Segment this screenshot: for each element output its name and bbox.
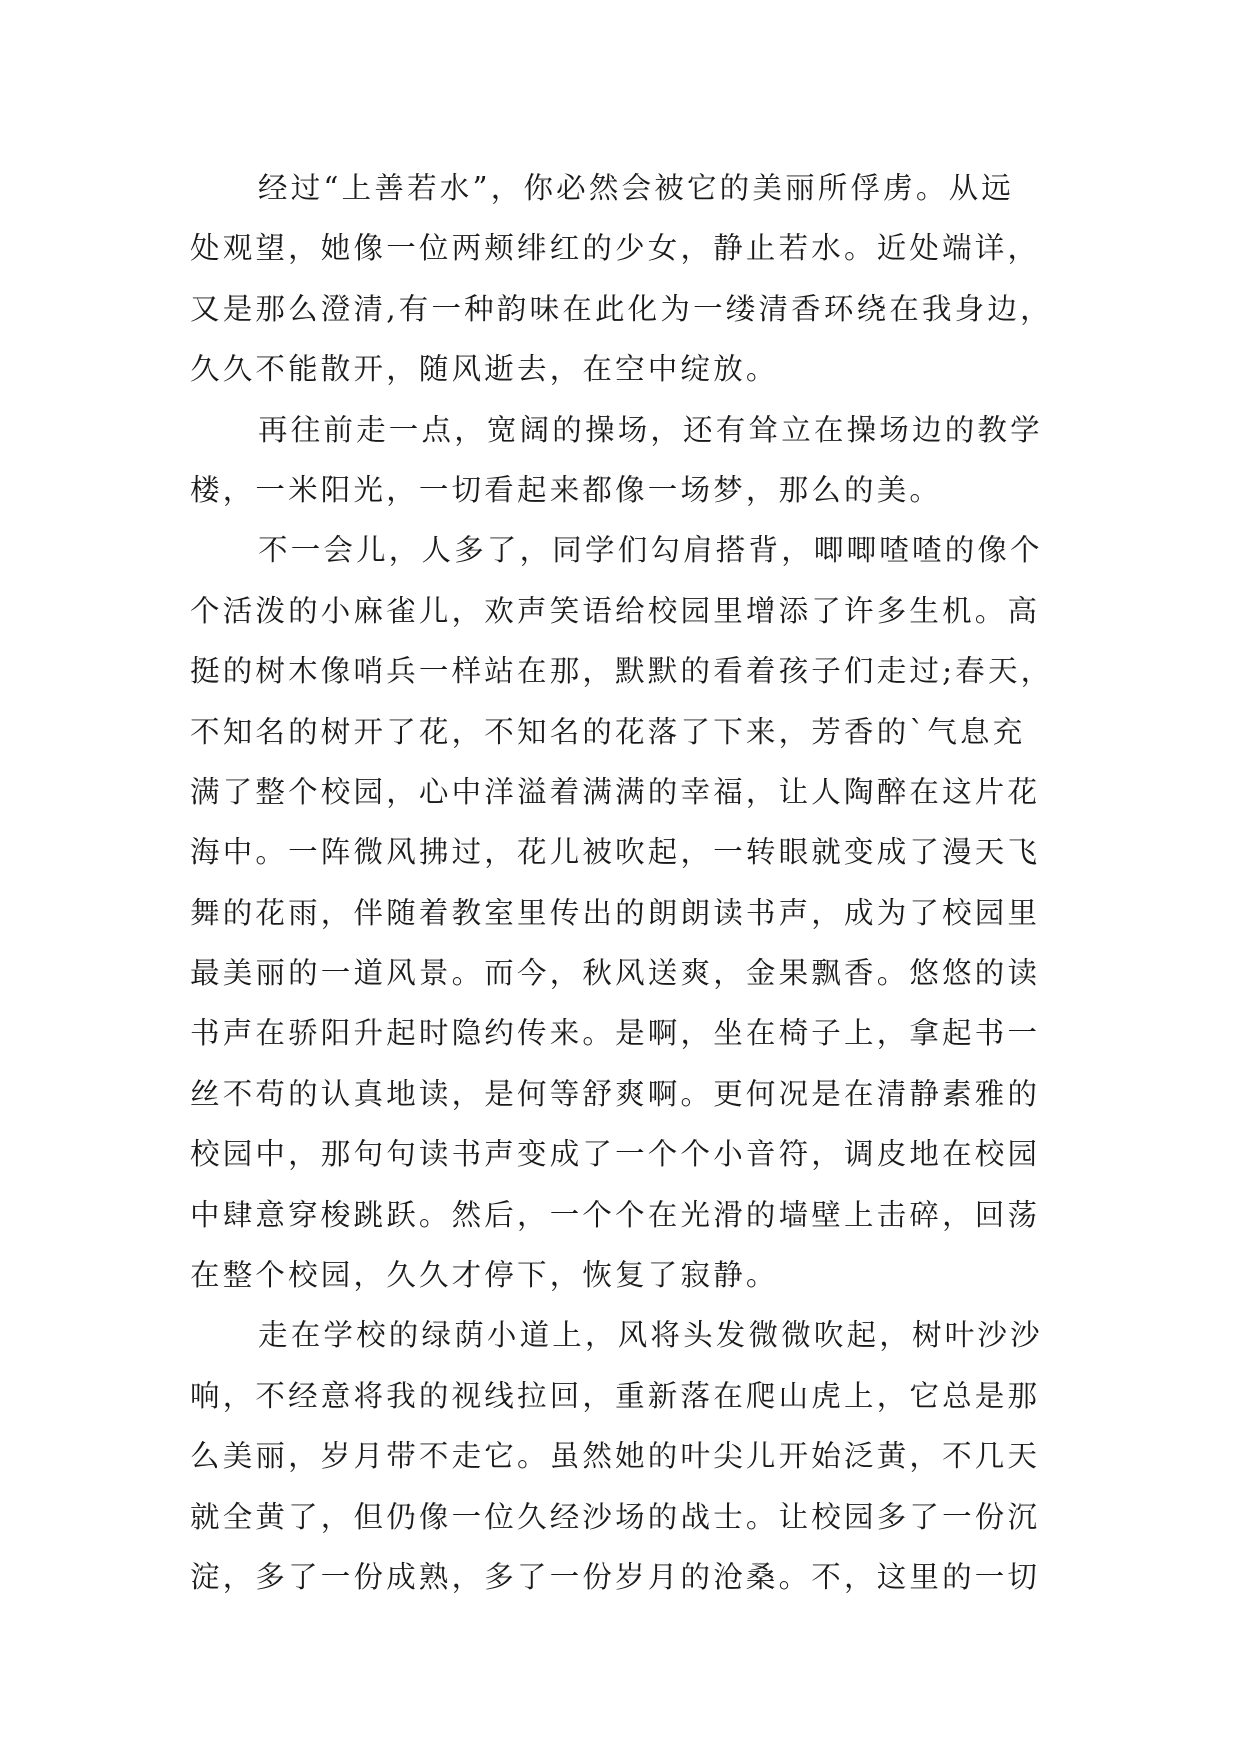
text-line: 丝不苟的认真地读，是何等舒爽啊。更何况是在清静素雅的 [190, 1076, 1041, 1111]
text-line: 舞的花雨，伴随着教室里传出的朗朗读书声，成为了校园里 [190, 895, 1041, 930]
text-line: 最美丽的一道风景。而今，秋风送爽，金果飘香。悠悠的读 [190, 956, 1041, 991]
text-line: 再往前走一点，宽阔的操场，还有耸立在操场边的教学 [258, 412, 1043, 447]
text-line: 校园中，那句句读书声变成了一个个小音符，调皮地在校园 [190, 1137, 1041, 1172]
text-line: 淀，多了一份成熟，多了一份岁月的沧桑。不，这里的一切 [190, 1559, 1041, 1594]
text-line: 不知名的树开了花，不知名的花落了下来，芳香的`气息充 [190, 714, 1026, 749]
text-line: 中肆意穿梭跳跃。然后，一个个在光滑的墙壁上击碎，回荡 [190, 1197, 1041, 1232]
text-line: 又是那么澄清,有一种韵味在此化为一缕清香环绕在我身边， [190, 291, 1053, 326]
text-line: 处观望，她像一位两颊绯红的少女，静止若水。近处端详， [190, 231, 1041, 266]
document-body [190, 158, 1090, 1607]
text-line: 个活泼的小麻雀儿，欢声笑语给校园里增添了许多生机。高 [190, 593, 1041, 628]
paragraph [190, 520, 1090, 1305]
paragraph [190, 400, 1090, 521]
text-line: 经过“上善若水”，你必然会被它的美丽所俘虏。从远 [258, 171, 1014, 205]
text-line: 海中。一阵微风拂过，花儿被吹起，一转眼就变成了漫天飞 [190, 835, 1041, 870]
text-line: 挺的树木像哨兵一样站在那，默默的看着孩子们走过;春天， [190, 654, 1054, 689]
text-line: 书声在骄阳升起时隐约传来。是啊，坐在椅子上，拿起书一 [190, 1016, 1041, 1051]
paragraph [190, 158, 1090, 400]
text-line: 响，不经意将我的视线拉回，重新落在爬山虎上，它总是那 [190, 1378, 1041, 1413]
text-line: 楼，一米阳光，一切看起来都像一场梦，那么的美。 [190, 472, 943, 507]
text-line: 走在学校的绿荫小道上，风将头发微微吹起，树叶沙沙 [258, 1318, 1043, 1353]
text-line: 久久不能散开，随风逝去，在空中绽放。 [190, 352, 779, 387]
paragraph [190, 1305, 1090, 1607]
text-line: 么美丽，岁月带不走它。虽然她的叶尖儿开始泛黄，不几天 [190, 1439, 1041, 1474]
text-line: 就全黄了，但仍像一位久经沙场的战士。让校园多了一份沉 [190, 1499, 1041, 1534]
text-line: 不一会儿，人多了，同学们勾肩搭背，唧唧喳喳的像个 [258, 533, 1043, 568]
text-line: 满了整个校园，心中洋溢着满满的幸福，让人陶醉在这片花 [190, 774, 1041, 809]
text-line: 在整个校园，久久才停下，恢复了寂静。 [190, 1258, 779, 1293]
